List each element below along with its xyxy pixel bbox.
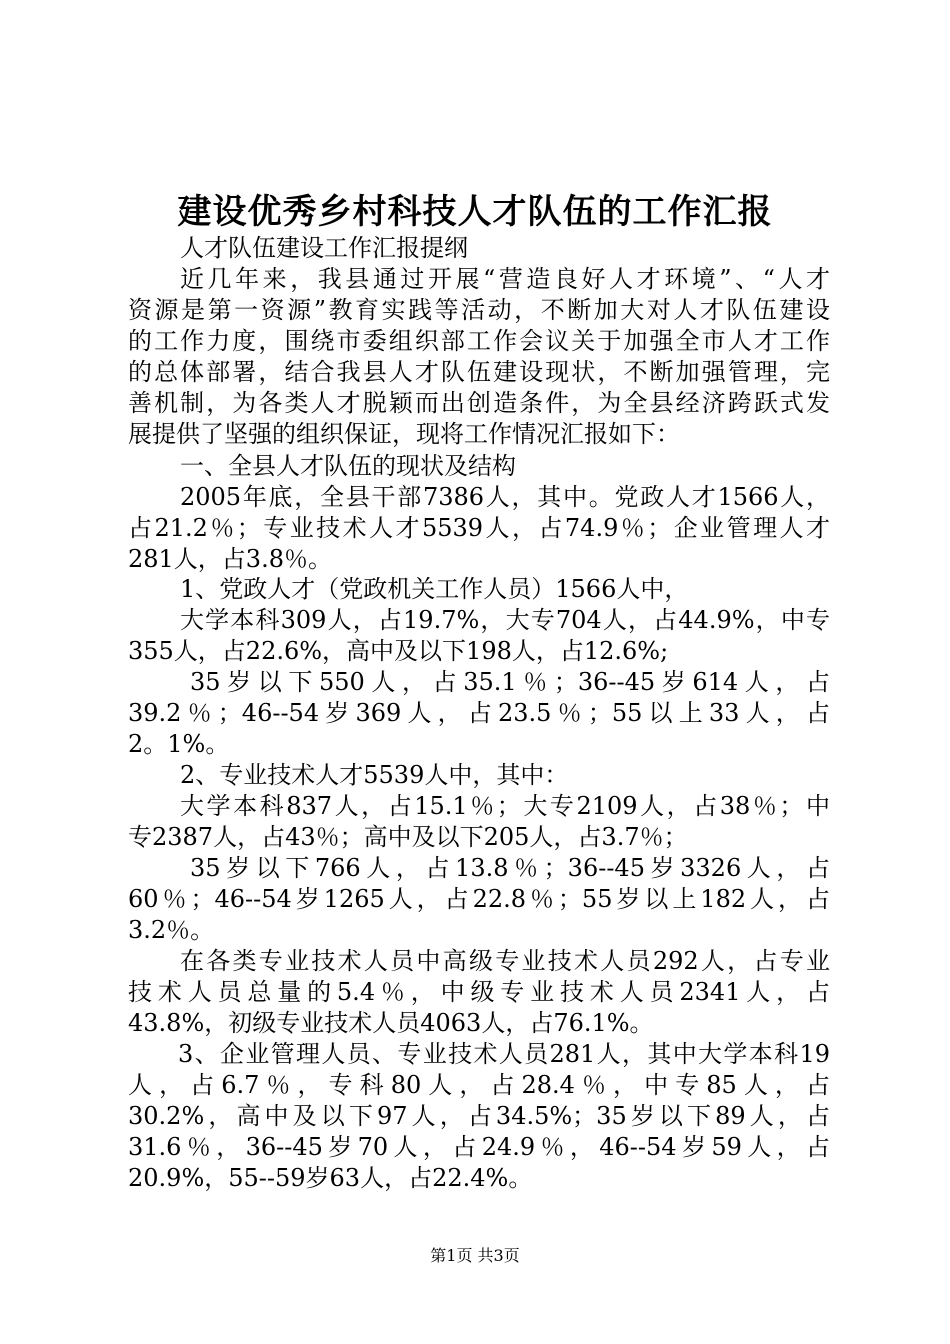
paragraph-line: 31.6％，36--45岁70人，占24.9％，46--54岁59人，占 [128, 1133, 830, 1161]
paragraph-line: 39.2％；46--54岁369人，占23.5％；55以上33人，占 [128, 699, 830, 727]
paragraph-line: 大学本科309人，占19.7%，大专704人，占44.9%，中专 [180, 606, 830, 634]
paragraph-line: 20.9%，55--59岁63人，占22.4%。 [128, 1164, 533, 1192]
paragraph-line: 43.8%，初级专业技术人员4063人，占76.1%。 [128, 1009, 654, 1037]
paragraph-line: 35岁以下766人，占13.8％；36--45岁3326人，占 [190, 854, 830, 882]
subsection-heading: 3、企业管理人员、专业技术人员281人，其中大学本科19 [178, 1040, 830, 1068]
subsection-heading: 2、专业技术人才5539人中，其中： [180, 761, 569, 789]
paragraph-line: 占21.2％；专业技术人才5539人，占74.9％；企业管理人才 [128, 514, 830, 542]
paragraph-line: 展提供了坚强的组织保证，现将工作情况汇报如下： [128, 420, 680, 448]
paragraph-line: 2005年底，全县干部7386人，其中。党政人才1566人， [180, 483, 830, 511]
paragraph-line: 281人，占3.8％。 [128, 545, 332, 573]
paragraph-line: 2。1%。 [128, 730, 230, 758]
paragraph-line: 专2387人，占43％；高中及以下205人，占3.7％； [128, 823, 688, 851]
paragraph-line: 近几年来，我县通过开展“营造良好人才环境”、“人才 [180, 265, 830, 293]
paragraph-line: 资源是第一资源”教育实践等活动，不断加大对人才队伍建设 [128, 296, 830, 324]
paragraph-line: 的工作力度，围绕市委组织部工作会议关于加强全市人才工作 [128, 327, 830, 355]
paragraph-line: 技术人员总量的5.4％，中级专业技术人员2341人，占 [128, 978, 830, 1006]
page-number-footer: 第1页 共3页 [430, 1246, 520, 1265]
section-heading: 一、全县人才队伍的现状及结构 [180, 452, 516, 480]
paragraph-line: 人，占6.7％，专科80人，占28.4％，中专85人，占 [128, 1071, 830, 1099]
subtitle-line: 人才队伍建设工作汇报提纲 [180, 234, 468, 262]
paragraph-line: 善机制，为各类人才脱颖而出创造条件，为全县经济跨跃式发 [128, 389, 830, 417]
paragraph-line: 30.2%，高中及以下97人，占34.5%；35岁以下89人，占 [128, 1102, 830, 1130]
paragraph-line: 355人，占22.6%，高中及以下198人，占12.6%; [128, 637, 669, 665]
paragraph-line: 的总体部署，结合我县人才队伍建设现状，不断加强管理，完 [128, 358, 830, 386]
document-title: 建设优秀乡村科技人才队伍的工作汇报 [177, 192, 773, 232]
paragraph-line: 在各类专业技术人员中高级专业技术人员292人，占专业 [180, 947, 830, 975]
paragraph-line: 3.2％。 [128, 916, 215, 944]
paragraph-line: 大学本科837人，占15.1％；大专2109人，占38％；中 [180, 792, 830, 820]
paragraph-line: 60％；46--54岁1265人，占22.8％；55岁以上182人，占 [128, 885, 830, 913]
paragraph-line: 35岁以下550人，占35.1％；36--45岁614人，占 [190, 668, 830, 696]
subsection-heading: 1、党政人才（党政机关工作人员）1566人中， [180, 575, 689, 603]
